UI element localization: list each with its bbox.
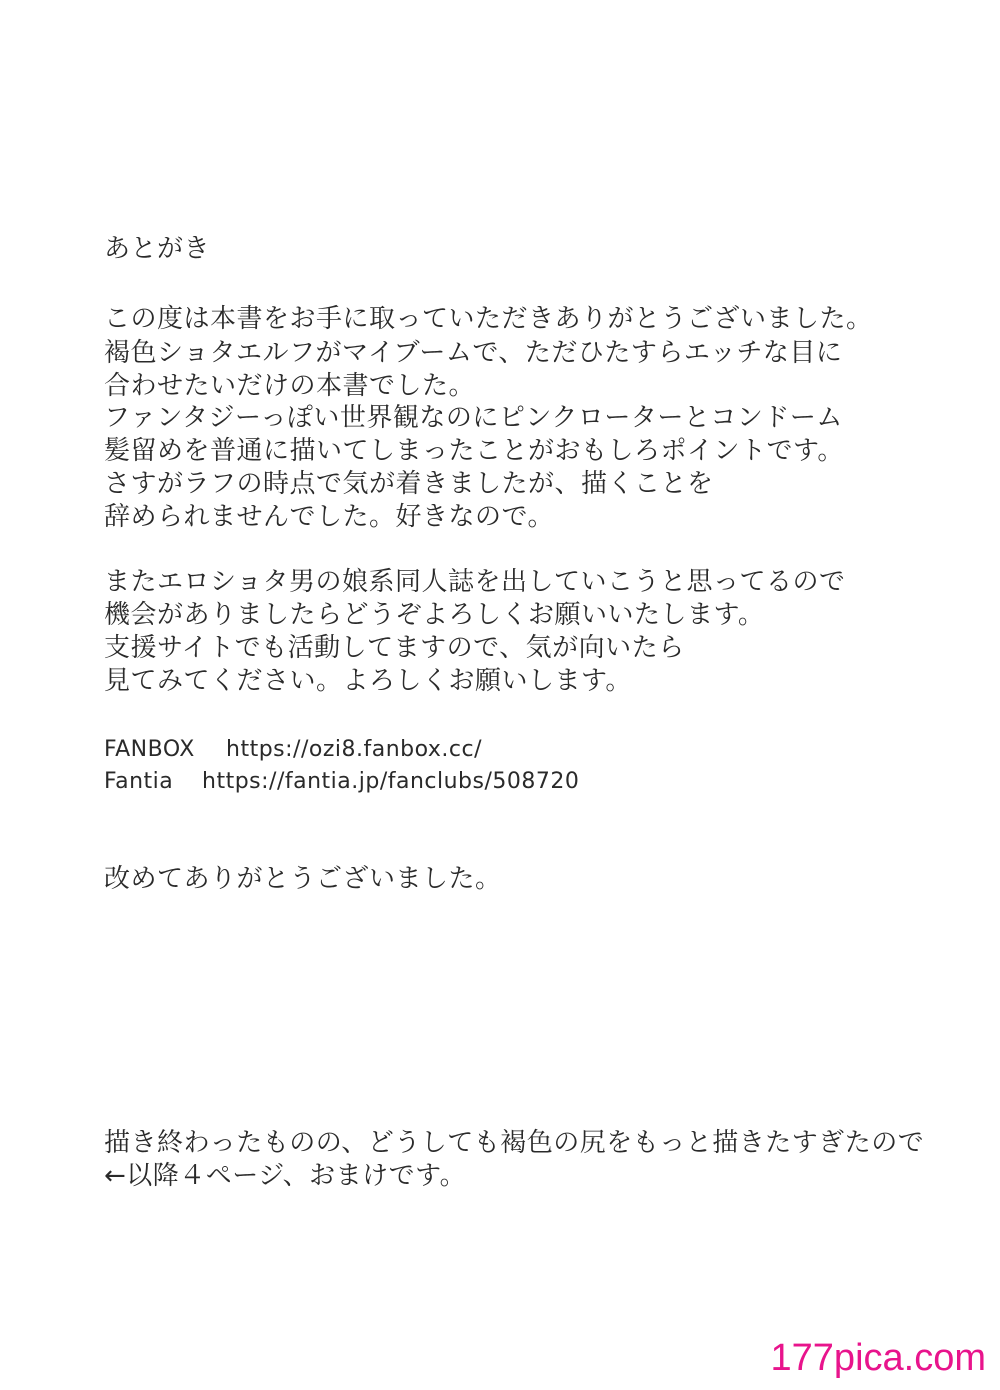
omake-line-2: ←以降４ページ、おまけです。 bbox=[104, 1161, 467, 1191]
paragraph1-line-7: 辞められませんでした。好きなので。 bbox=[104, 502, 554, 532]
fanbox-label: FANBOX bbox=[104, 737, 195, 762]
omake-line-1: 描き終わったものの、どうしても褐色の尻をもっと描きたすぎたので bbox=[104, 1128, 925, 1158]
fantia-url: https://fantia.jp/fanclubs/508720 bbox=[202, 769, 580, 794]
afterword-heading: あとがき bbox=[104, 234, 211, 264]
paragraph1-line-5: 髪留めを普通に描いてしまったことがおもしろポイントです。 bbox=[104, 436, 844, 466]
paragraph1-line-6: さすがラフの時点で気が着きましたが、描くことを bbox=[104, 469, 714, 499]
fanbox-url: https://ozi8.fanbox.cc/ bbox=[226, 737, 483, 762]
paragraph2-line-1: またエロショタ男の娘系同人誌を出していこうと思ってるので bbox=[104, 567, 846, 597]
thanks-line: 改めてありがとうございました。 bbox=[104, 864, 502, 894]
paragraph1-line-4: ファンタジーっぽい世界観なのにピンクローターとコンドーム bbox=[104, 403, 843, 433]
fantia-label: Fantia bbox=[104, 769, 174, 794]
paragraph1-line-3: 合わせたいだけの本書でした。 bbox=[104, 371, 476, 401]
fantia-link-row bbox=[104, 767, 579, 797]
paragraph1-line-2: 褐色ショタエルフがマイブームで、ただひたすらエッチな目に bbox=[104, 338, 843, 368]
fanbox-link-row bbox=[104, 735, 482, 765]
paragraph1-line-1: この度は本書をお手に取っていただきありがとうございました。 bbox=[104, 304, 873, 334]
site-watermark: 177pica.com bbox=[770, 1337, 986, 1379]
paragraph2-line-3: 支援サイトでも活動してますので、気が向いたら bbox=[104, 633, 685, 663]
paragraph2-line-2: 機会がありましたらどうぞよろしくお願いいたします。 bbox=[104, 600, 765, 630]
paragraph2-line-4: 見てみてください。よろしくお願いします。 bbox=[104, 666, 632, 696]
